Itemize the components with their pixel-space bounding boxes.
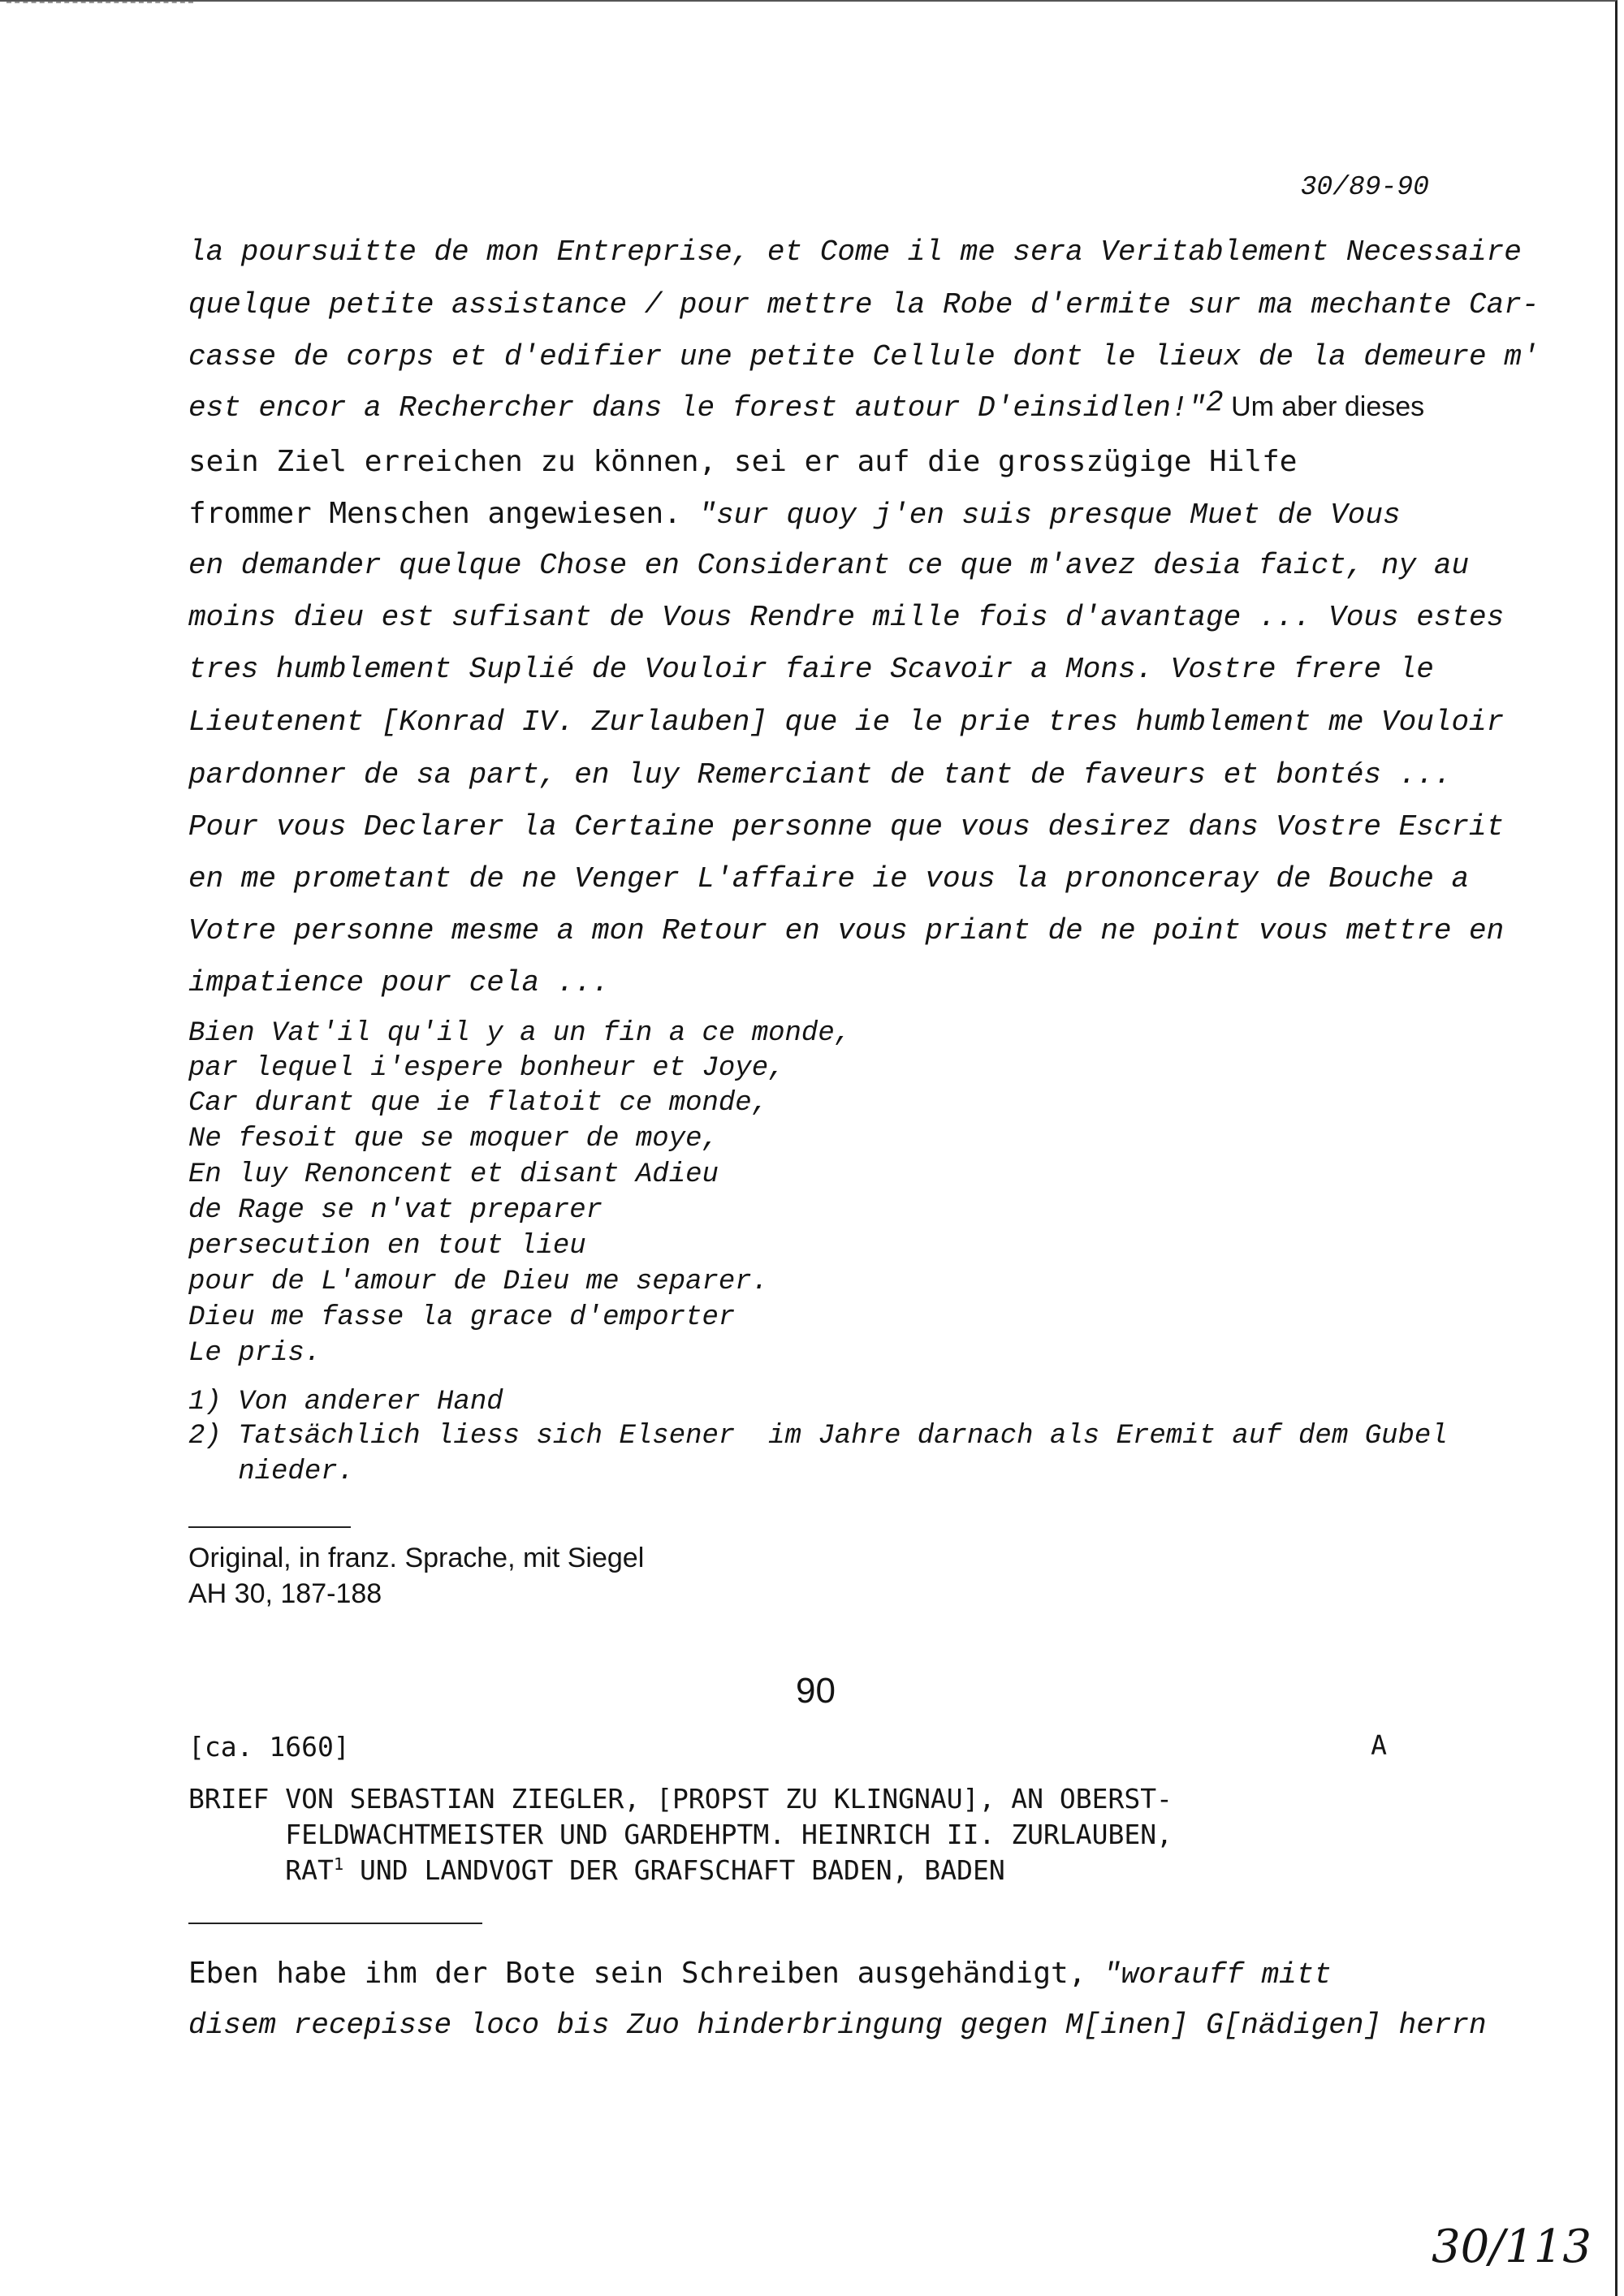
source-line-1: Original, in franz. Sprache, mit Siegel [188, 1543, 645, 1573]
body-line-15: impatience pour cela ... [188, 966, 610, 999]
document-letter: A [1371, 1729, 1387, 1761]
title-line-3-end: UND LANDVOGT DER GRAFSCHAFT BADEN, BADEN [343, 1854, 1005, 1886]
body-line-3: casse de corps et d'edifier une petite Cellule dont le lieux de la demeure m' [188, 340, 1540, 373]
title-footnote-ref: 1 [333, 1854, 344, 1874]
footnote-2-continued: nieder. [188, 1457, 355, 1487]
body-line-1: la poursuitte de mon Entreprise, et Come il me sera Veritablement Necessaire [188, 235, 1522, 269]
title-rule [188, 1923, 482, 1924]
title-line-3 [188, 1854, 1005, 1886]
body-line-9: tres humblement Suplié de Vouloir faire Scavoir a Mons. Vostre frere le [188, 653, 1434, 686]
source-line-2: AH 30, 187-188 [188, 1578, 382, 1609]
body-line-8: moins dieu est sufisant de Vous Rendre mille fois d'avantage ... Vous estes [188, 601, 1505, 634]
letter-body-line-1 [188, 1957, 1332, 1992]
handwritten-page-number: 30/113 [1431, 2220, 1592, 2273]
footnote-2: 2) Tatsächlich liess sich Elsener im Jahre darnach als Eremit auf dem Gubel [188, 1421, 1448, 1452]
verse-line-6: de Rage se n'vat preparer [188, 1195, 603, 1226]
verse-line-9: Dieu me fasse la grace d'emporter [188, 1302, 736, 1333]
verse-line-8: pour de L'amour de Dieu me separer. [188, 1267, 769, 1297]
body-line-12: Pour vous Declarer la Certaine personne que vous desirez dans Vostre Escrit [188, 810, 1505, 844]
body-line-13: en me prometant de ne Venger L'affaire ie vous la prononceray de Bouche a [188, 862, 1470, 896]
letter-body-line-1-quote: "worauff mitt [1104, 1958, 1332, 1992]
body-line-7: en demander quelque Chose en Considerant ce que m'avez desia faict, ny au [188, 549, 1470, 582]
title-line-2: FELDWACHTMEISTER UND GARDEHPTM. HEINRICH II. ZURLAUBEN, [188, 1819, 1173, 1850]
verse-line-3: Car durant que ie flatoit ce monde, [188, 1088, 769, 1119]
separator-rule [188, 1526, 351, 1528]
body-line-5: sein Ziel erreichen zu können, sei er auf die grosszügige Hilfe [188, 445, 1298, 478]
body-line-4-quote: est encor a Rechercher dans le forest autour D'einsidlen!" [188, 391, 1207, 425]
verse-line-2: par lequel i'espere bonheur et Joye, [188, 1053, 785, 1084]
body-line-2: quelque petite assistance / pour mettre la Robe d'ermite sur ma mechante Car- [188, 288, 1540, 322]
title-line-3-start: RAT [188, 1854, 334, 1886]
verse-line-5: En luy Renoncent et disant Adieu [188, 1159, 719, 1190]
body-line-10: Lieutenent [Konrad IV. Zurlauben] que ie le prie tres humblement me Vouloir [188, 706, 1505, 739]
verse-line-1: Bien Vat'il qu'il y a un fin a ce monde, [188, 1018, 852, 1049]
verse-line-4: Ne fesoit que se moquer de moye, [188, 1124, 719, 1154]
body-line-14: Votre personne mesme a mon Retour en vous priant de ne point vous mettre en [188, 914, 1505, 947]
body-line-4-german: Um aber dieses [1223, 391, 1425, 422]
letter-body-line-2: disem recepisse loco bis Zuo hinderbringung gegen M[inen] G[nädigen] herrn [188, 2009, 1487, 2042]
verse-line-7: persecution en tout lieu [188, 1231, 586, 1262]
body-line-6-german: frommer Menschen angewiesen. [188, 497, 681, 530]
footnote-1: 1) Von anderer Hand [188, 1387, 503, 1418]
letter-body-line-1-text: Eben habe ihm der Bote sein Schreiben ausgehändigt, [188, 1957, 1104, 1990]
footnote-ref-2: 2 [1206, 386, 1224, 420]
corner-mark [6, 2, 193, 15]
page-reference: 30/89-90 [1300, 172, 1429, 202]
title-line-1: BRIEF VON SEBASTIAN ZIEGLER, [PROPST ZU KLINGNAU], AN OBERST- [188, 1783, 1173, 1815]
document-number: 90 [796, 1671, 836, 1711]
verse-line-10: Le pris. [188, 1338, 322, 1369]
body-line-6 [188, 497, 1401, 532]
body-line-11: pardonner de sa part, en luy Remerciant de tant de faveurs et bontés ... [188, 758, 1452, 792]
body-line-4 [188, 386, 1425, 425]
document-date: [ca. 1660] [188, 1731, 350, 1763]
body-line-6-quote: "sur quoy j'en suis presque Muet de Vous [680, 498, 1401, 532]
